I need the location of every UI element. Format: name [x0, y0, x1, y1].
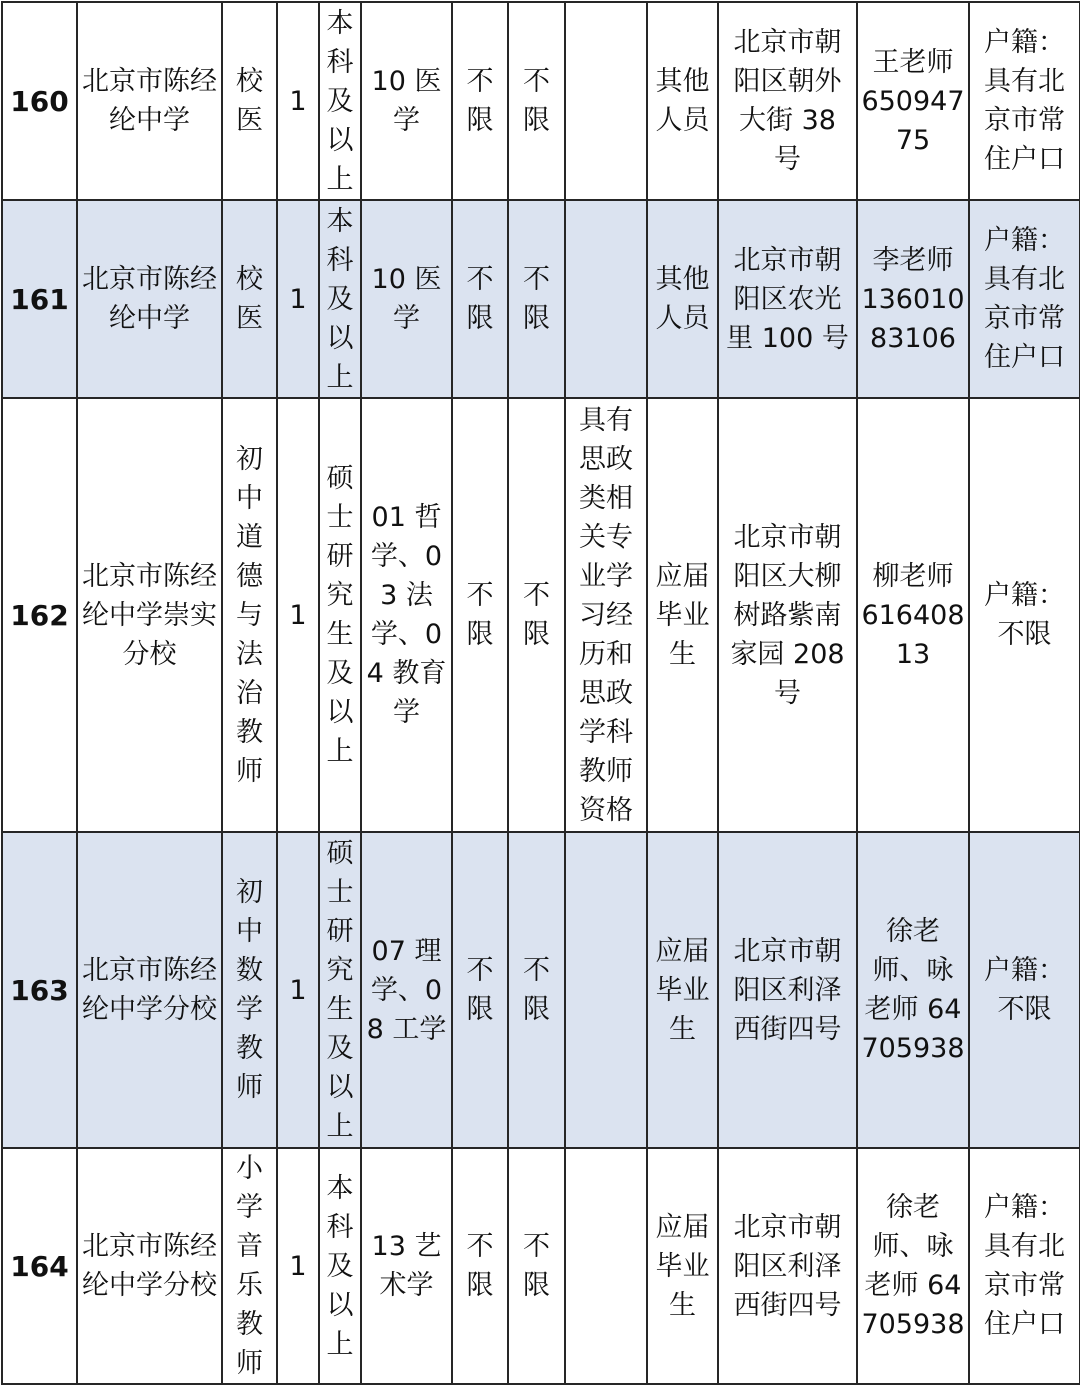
count-cell: 1 [277, 398, 319, 832]
position-cell: 初中道德与法治教师 [222, 398, 277, 832]
school-cell: 北京市陈经纶中学 [77, 200, 222, 398]
target-cell: 应届毕业生 [647, 1148, 718, 1384]
requirement-cell-2: 不限 [508, 832, 565, 1148]
school-cell: 北京市陈经纶中学 [77, 2, 222, 200]
contact-cell: 柳老师 61640813 [857, 398, 969, 832]
hukou-cell: 户籍：具有北京市常住户口 [969, 2, 1080, 200]
requirement-cell-2: 不限 [508, 200, 565, 398]
hukou-cell: 户籍：不限 [969, 398, 1080, 832]
major-cell: 10 医学 [361, 200, 452, 398]
education-cell: 硕士研究生及以上 [319, 398, 361, 832]
count-cell: 1 [277, 1148, 319, 1384]
major-cell: 13 艺术学 [361, 1148, 452, 1384]
education-cell: 本科及以上 [319, 1148, 361, 1384]
other-requirement-cell: 具有思政类相关专业学习经历和思政学科教师资格 [565, 398, 647, 832]
row-id: 163 [2, 832, 77, 1148]
contact-cell: 徐老师、咏老师 64705938 [857, 1148, 969, 1384]
target-cell: 应届毕业生 [647, 832, 718, 1148]
hukou-cell: 户籍：不限 [969, 832, 1080, 1148]
requirement-cell-2: 不限 [508, 2, 565, 200]
target-cell: 其他人员 [647, 200, 718, 398]
requirement-cell-1: 不限 [452, 398, 508, 832]
hukou-cell: 户籍：具有北京市常住户口 [969, 1148, 1080, 1384]
requirement-cell-2: 不限 [508, 398, 565, 832]
position-cell: 校医 [222, 200, 277, 398]
row-id: 160 [2, 2, 77, 200]
address-cell: 北京市朝阳区农光里 100 号 [718, 200, 857, 398]
major-cell: 10 医学 [361, 2, 452, 200]
count-cell: 1 [277, 200, 319, 398]
requirement-cell-1: 不限 [452, 2, 508, 200]
education-cell: 本科及以上 [319, 200, 361, 398]
count-cell: 1 [277, 832, 319, 1148]
address-cell: 北京市朝阳区大柳树路紫南家园 208 号 [718, 398, 857, 832]
row-id: 162 [2, 398, 77, 832]
position-cell: 校医 [222, 2, 277, 200]
target-cell: 应届毕业生 [647, 398, 718, 832]
row-id: 161 [2, 200, 77, 398]
address-cell: 北京市朝阳区利泽西街四号 [718, 1148, 857, 1384]
education-cell: 本科及以上 [319, 2, 361, 200]
address-cell: 北京市朝阳区利泽西街四号 [718, 832, 857, 1148]
row-id: 164 [2, 1148, 77, 1384]
school-cell: 北京市陈经纶中学分校 [77, 832, 222, 1148]
table-row [2, 398, 1080, 832]
count-cell: 1 [277, 2, 319, 200]
requirement-cell-2: 不限 [508, 1148, 565, 1384]
table-row [2, 2, 1080, 200]
position-cell: 小学音乐教师 [222, 1148, 277, 1384]
recruitment-table [1, 1, 1080, 1385]
school-cell: 北京市陈经纶中学分校 [77, 1148, 222, 1384]
major-cell: 01 哲学、03 法学、04 教育学 [361, 398, 452, 832]
other-requirement-cell [565, 200, 647, 398]
target-cell: 其他人员 [647, 2, 718, 200]
requirement-cell-1: 不限 [452, 200, 508, 398]
contact-cell: 李老师 13601083106 [857, 200, 969, 398]
requirement-cell-1: 不限 [452, 832, 508, 1148]
education-cell: 硕士研究生及以上 [319, 832, 361, 1148]
table-row [2, 1148, 1080, 1384]
contact-cell: 王老师 65094775 [857, 2, 969, 200]
table-row [2, 832, 1080, 1148]
requirement-cell-1: 不限 [452, 1148, 508, 1384]
major-cell: 07 理学、08 工学 [361, 832, 452, 1148]
position-cell: 初中数学教师 [222, 832, 277, 1148]
other-requirement-cell [565, 1148, 647, 1384]
school-cell: 北京市陈经纶中学崇实分校 [77, 398, 222, 832]
address-cell: 北京市朝阳区朝外大街 38 号 [718, 2, 857, 200]
table-row [2, 200, 1080, 398]
other-requirement-cell [565, 2, 647, 200]
contact-cell: 徐老师、咏老师 64705938 [857, 832, 969, 1148]
hukou-cell: 户籍：具有北京市常住户口 [969, 200, 1080, 398]
other-requirement-cell [565, 832, 647, 1148]
